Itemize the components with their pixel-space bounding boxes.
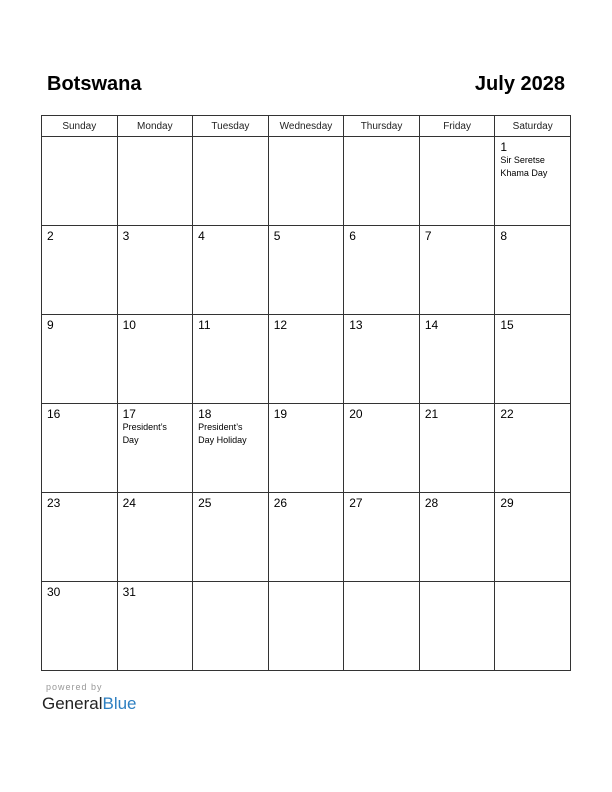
day-cell — [495, 404, 571, 493]
day-number: 18 — [198, 407, 212, 421]
day-number: 19 — [273, 407, 288, 421]
day-number — [420, 582, 495, 585]
day-number: 28 — [424, 496, 439, 510]
day-cell — [495, 493, 571, 582]
day-number: 2 — [47, 229, 54, 243]
day-cell — [42, 582, 118, 671]
week-row — [42, 404, 571, 493]
day-number: 4 — [198, 229, 205, 243]
day-cell — [42, 226, 118, 315]
day-cell — [117, 315, 193, 404]
day-cell — [268, 226, 344, 315]
week-row — [42, 137, 571, 226]
day-number: 7 — [424, 229, 432, 243]
day-cell — [117, 226, 193, 315]
day-cell — [42, 493, 118, 582]
day-number — [344, 137, 419, 140]
day-number — [42, 137, 117, 140]
day-cell — [268, 582, 344, 671]
day-cell — [117, 582, 193, 671]
brand-blue-text: Blue — [102, 694, 137, 713]
day-cell — [117, 493, 193, 582]
day-number — [420, 137, 495, 140]
day-number: 23 — [47, 496, 61, 510]
week-row — [42, 582, 571, 671]
day-number — [193, 137, 268, 140]
week-row — [42, 315, 571, 404]
weekday-saturday: Saturday — [495, 116, 571, 137]
day-number — [344, 582, 419, 585]
day-cell — [419, 493, 495, 582]
day-number: 20 — [349, 407, 363, 421]
day-number: 31 — [122, 585, 136, 599]
day-number — [118, 137, 193, 140]
day-cell — [344, 404, 420, 493]
day-number: 11 — [198, 318, 211, 332]
day-cell — [268, 493, 344, 582]
day-number: 1 — [500, 140, 508, 154]
day-cell — [495, 582, 571, 671]
day-number: 17 — [122, 407, 136, 421]
month-title: July 2028 — [474, 73, 565, 95]
day-number: 6 — [349, 229, 356, 243]
powered-by-label: powered by — [46, 682, 103, 692]
day-number — [269, 137, 344, 140]
day-cell — [268, 137, 344, 226]
day-cell — [117, 137, 193, 226]
day-number: 26 — [273, 496, 288, 510]
day-cell — [42, 404, 118, 493]
weekday-wednesday: Wednesday — [268, 116, 344, 137]
day-cell — [193, 315, 269, 404]
day-number: 12 — [273, 318, 288, 332]
day-number: 29 — [500, 496, 514, 510]
country-title: Botswana — [47, 73, 142, 95]
week-row — [42, 493, 571, 582]
day-cell — [419, 404, 495, 493]
day-cell — [495, 315, 571, 404]
day-cell — [344, 137, 420, 226]
day-number — [193, 582, 268, 585]
brand-general-text: General — [42, 694, 103, 713]
day-cell — [42, 315, 118, 404]
holiday-label: President’s Day Holiday — [198, 422, 247, 445]
day-number: 30 — [47, 585, 61, 599]
day-number — [269, 582, 344, 585]
weekday-monday: Monday — [117, 116, 193, 137]
day-cell — [495, 226, 571, 315]
day-number: 21 — [424, 407, 439, 421]
calendar-grid — [41, 115, 571, 671]
day-cell — [419, 315, 495, 404]
day-number: 22 — [500, 407, 514, 421]
day-number: 8 — [500, 229, 508, 243]
weekday-friday: Friday — [419, 116, 495, 137]
day-cell — [495, 137, 571, 226]
day-number: 13 — [349, 318, 363, 332]
generalblue-logo[interactable] — [42, 694, 137, 714]
weekday-tuesday: Tuesday — [193, 116, 269, 137]
week-row — [42, 226, 571, 315]
day-cell — [193, 226, 269, 315]
day-cell — [344, 493, 420, 582]
day-cell — [193, 582, 269, 671]
day-number: 15 — [500, 318, 514, 332]
weekday-header-row — [42, 116, 571, 137]
day-number: 24 — [122, 496, 136, 510]
day-number: 25 — [198, 496, 212, 510]
day-number — [495, 582, 570, 585]
day-cell — [419, 582, 495, 671]
day-cell — [419, 137, 495, 226]
day-cell — [42, 137, 118, 226]
weekday-sunday: Sunday — [42, 116, 118, 137]
day-cell — [268, 404, 344, 493]
day-number: 10 — [122, 318, 136, 332]
day-number: 9 — [47, 318, 54, 332]
day-cell — [344, 226, 420, 315]
day-cell — [419, 226, 495, 315]
day-cell — [193, 404, 269, 493]
weekday-thursday: Thursday — [344, 116, 420, 137]
day-number: 3 — [122, 229, 130, 243]
day-cell — [117, 404, 193, 493]
day-number: 27 — [349, 496, 363, 510]
holiday-label: President’s Day — [122, 422, 167, 445]
day-cell — [344, 582, 420, 671]
holiday-label: Sir Seretse Khama Day — [500, 155, 548, 178]
day-cell — [268, 315, 344, 404]
day-cell — [193, 493, 269, 582]
day-cell — [193, 137, 269, 226]
day-number: 5 — [273, 229, 281, 243]
day-cell — [344, 315, 420, 404]
day-number: 16 — [47, 407, 61, 421]
day-number: 14 — [424, 318, 439, 332]
